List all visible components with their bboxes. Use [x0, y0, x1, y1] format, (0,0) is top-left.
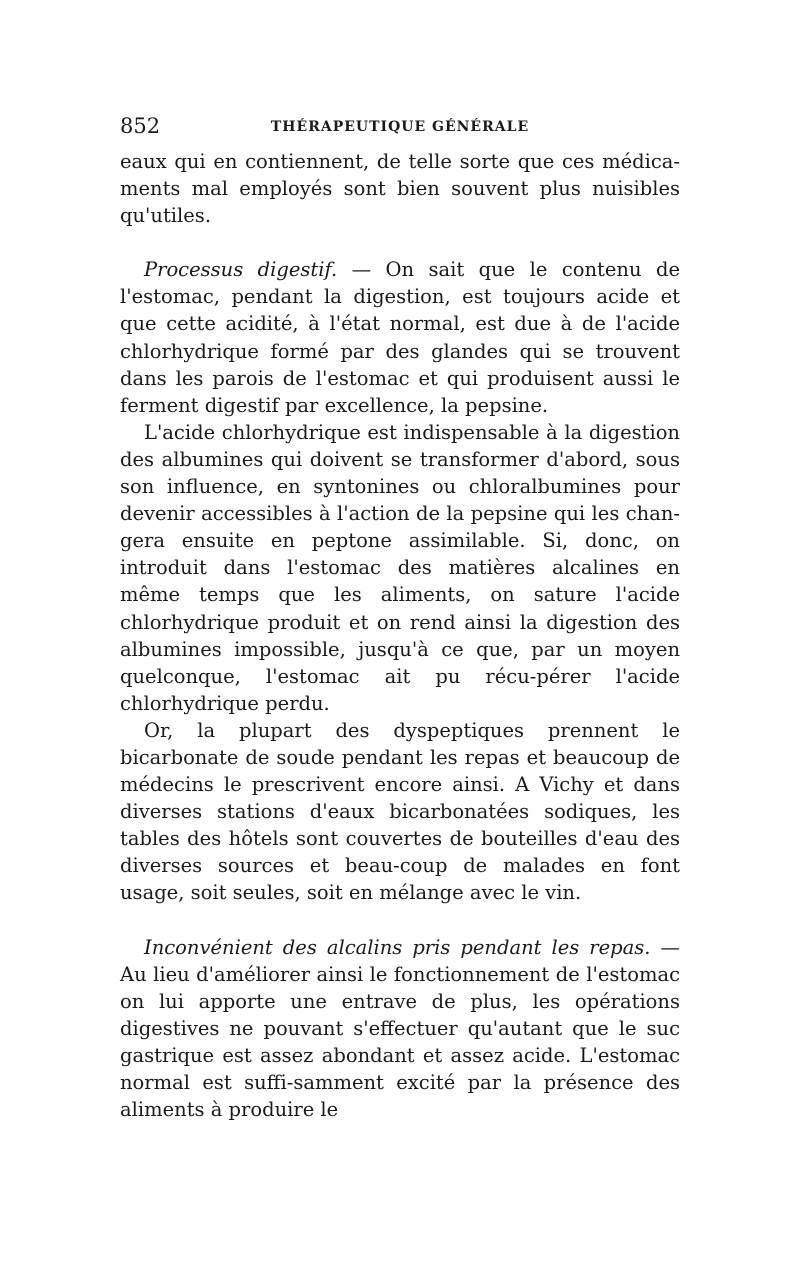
- paragraph-text: L'acide chlorhydrique est indispensable à la digestion des albumines qui doivent se transformer d'abord, sous son influence, en syntonines ou chloralbumines pour devenir accessibles à l'action de la pepsine qui les chan-gera ensuite en peptone assimilable. Si, donc, on introduit dans l'estomac des matières alcalines en même temps que les aliments, on sature l'acide chlorhydrique produit et on rend ainsi la digestion des albumines impossible, jusqu'à ce que, par un moyen quelconque, l'estomac ait pu récu-pérer l'acide chlorhydrique perdu.: [120, 420, 680, 715]
- page-number: 852: [120, 114, 161, 138]
- paragraph-text: eaux qui en contiennent, de telle sorte que ces médica-ments mal employés sont bien souvent plus nuisibles qu'utiles.: [120, 150, 680, 228]
- paragraph-text: Or, la plupart des dyspeptiques prennent le bicarbonate de soude pendant les repas et beaucoup de médecins le prescrivent encore ainsi. A Vichy et dans diverses stations d'eaux bicarbonatées sodiques, les tables des hôtels sont couvertes de bouteilles d'eau des diverses sources et beau-coup de malades en font usage, soit seules, soit en mélange avec le vin.: [120, 718, 680, 905]
- section-heading: Inconvénient des alcalins pris pendant les repas.: [144, 935, 651, 959]
- running-title: THÉRAPEUTIQUE GÉNÉRALE: [270, 119, 530, 135]
- section-heading: Processus digestif.: [144, 258, 338, 282]
- paragraph-processus-digestif: [120, 256, 680, 419]
- running-head: [120, 112, 680, 142]
- body-text: [120, 148, 680, 1123]
- book-page: [120, 112, 680, 1123]
- paragraph-text: — Au lieu d'améliorer ainsi le fonctionnement de l'estomac on lui apporte une entrave de plus, les opérations digestives ne pouvant s'effectuer qu'autant que le suc gastrique est assez abondant et assez acide. L'estomac normal est suffi-samment excité par la présence des aliments à produire le: [120, 935, 681, 1122]
- paragraph-dyspeptiques: [120, 717, 680, 907]
- paragraph-acide-chlorhydrique: [120, 419, 680, 717]
- paragraph-continuation: [120, 148, 680, 229]
- paragraph-inconvenient-alcalins: [120, 934, 680, 1124]
- paragraph-text: — On sait que le contenu de l'estomac, pendant la digestion, est toujours acide et que cette acidité, à l'état normal, est due à de l'acide chlorhydrique formé par des glandes qui se trouvent dans les parois de l'estomac et qui produisent aussi le ferment digestif par excellence, la pepsine.: [120, 258, 680, 417]
